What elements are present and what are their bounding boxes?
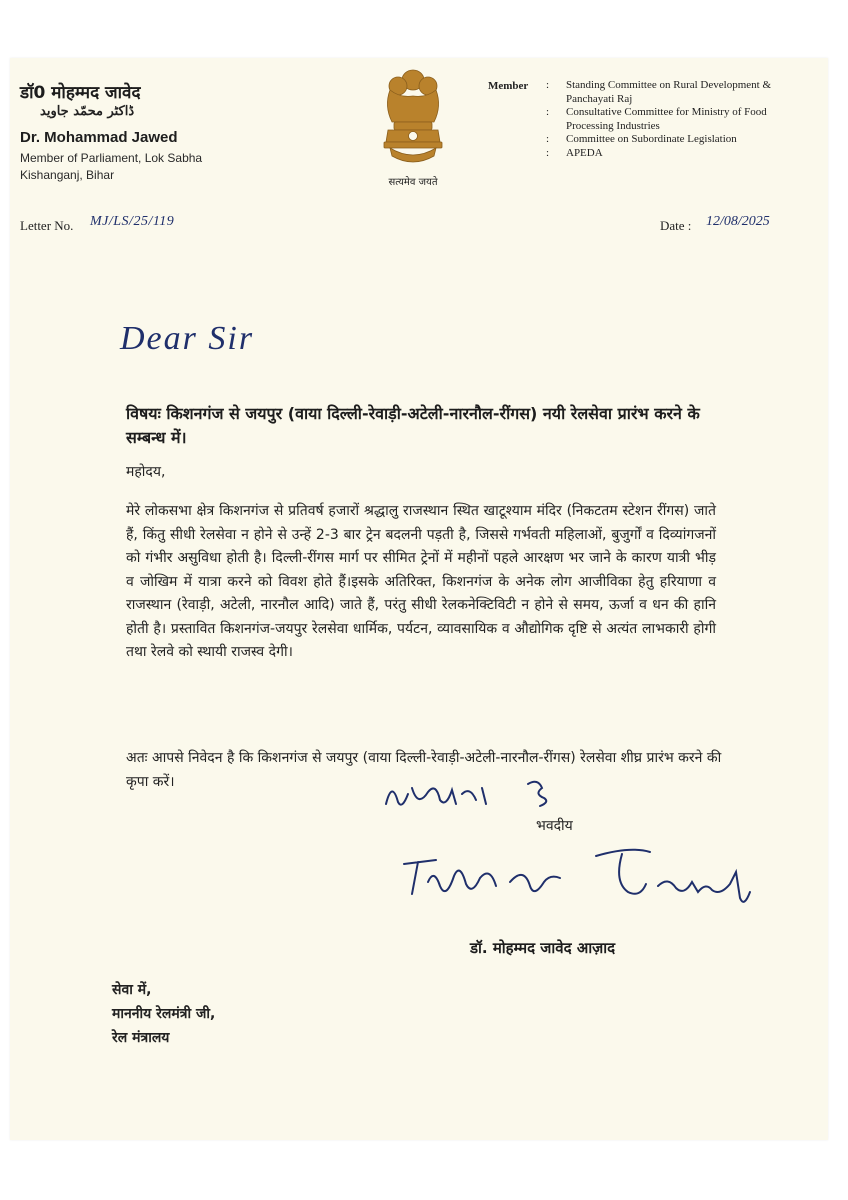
date-label: Date : [660,218,692,233]
letter-number-label: Letter No. [20,218,74,233]
letter-subject: विषयः किशनगंज से जयपुर (वाया दिल्ली-रेवाड़ी-अटेली-नारनौल-रींगस) नयी रेलसेवा प्रारंभ करने के सम्बन्ध में। [126,404,700,447]
emblem-motto: सत्यमेव जयते [388,177,438,188]
letter-body-paragraph: मेरे लोकसभा क्षेत्र किशनगंज से प्रतिवर्ष हजारों श्रद्धालु राजस्थान स्थित खाटूश्याम मंदिर (निकटतम स्टेशन रींगस) जाते हैं, किंतु सीधी रेलसेवा न होने से उन्हें 2-3 बार ट्रेन बदलनी पड़ती है, जिससे गर्भवती महिलाओं, बुजुर्गों व दिव्यांगजनों को गंभीर असुविधा होती है। दिल्ली-रींगस मार्ग पर सीमित ट्रेनों में महीनों पहले आरक्षण भर जाने के कारण यात्री भीड़ व जोखिम में यात्रा करने को विवश होते हैं।इसके अतिरिक्त, किशनगंज के अनेक लोग आजीविका हेतु हरियाणा व राजस्थान (रेवाड़ी, अटेली, नारनौल आदि) जाते हैं, परंतु सीधी रेलकनेक्टिविटी न होने से समय, ऊर्जा व धन की हानि होती है। प्रस्तावित किशनगंज-जयपुर रेलसेवा धार्मिक, पर्यटन, व्यावसायिक व औद्योगिक दृष्टि से अत्यंत लाभकारी होगी तथा रेलवे को स्थायी राजस्व देगी। [126,503,716,660]
letter-greeting: महोदय, [126,464,166,480]
initial-signature-icon [378,774,558,814]
handwritten-salutation: Dear Sir [120,320,255,357]
letterhead-name-hindi: डॉ0 मोहम्मद जावेद [20,83,141,103]
letter-closing: भवदीय [536,818,573,834]
recipient-line: रेल मंत्रालय [112,1030,170,1046]
letter-number-value: MJ/LS/25/119 [90,214,175,229]
membership-item: : Standing Committee on Rural Development & Panchayati Raj [546,79,771,105]
letterhead-place: Kishanganj, Bihar [20,168,115,182]
member-label: Member [488,80,529,92]
recipient-block [112,978,215,1050]
letterhead-name-urdu: ڈاکٹر محمّد جاوید [40,104,135,119]
letterhead-role: Member of Parliament, Lok Sabha [20,151,203,165]
recipient-line: माननीय रेलमंत्री जी, [112,1006,216,1022]
date-value: 12/08/2025 [706,214,770,229]
membership-item: : Committee on Subordinate Legislation [546,133,737,146]
membership-item: : Consultative Committee for Ministry of Food Processing Industries [546,106,767,132]
recipient-line: सेवा में, [112,982,152,998]
membership-list [546,79,816,161]
membership-item: : APEDA [546,146,603,159]
full-signature-icon [400,842,770,912]
letter-request-paragraph: अतः आपसे निवेदन है कि किशनगंज से जयपुर (वाया दिल्ली-रेवाड़ी-अटेली-नारनौल-रींगस) रेलसेवा शीघ्र प्रारंभ करने की कृपा करें। [126,750,722,790]
national-emblem-icon [374,66,452,170]
signatory-name: डॉ. मोहम्मद जावेद आज़ाद [470,939,616,957]
letterhead-name-english: Dr. Mohammad Jawed [20,129,178,146]
